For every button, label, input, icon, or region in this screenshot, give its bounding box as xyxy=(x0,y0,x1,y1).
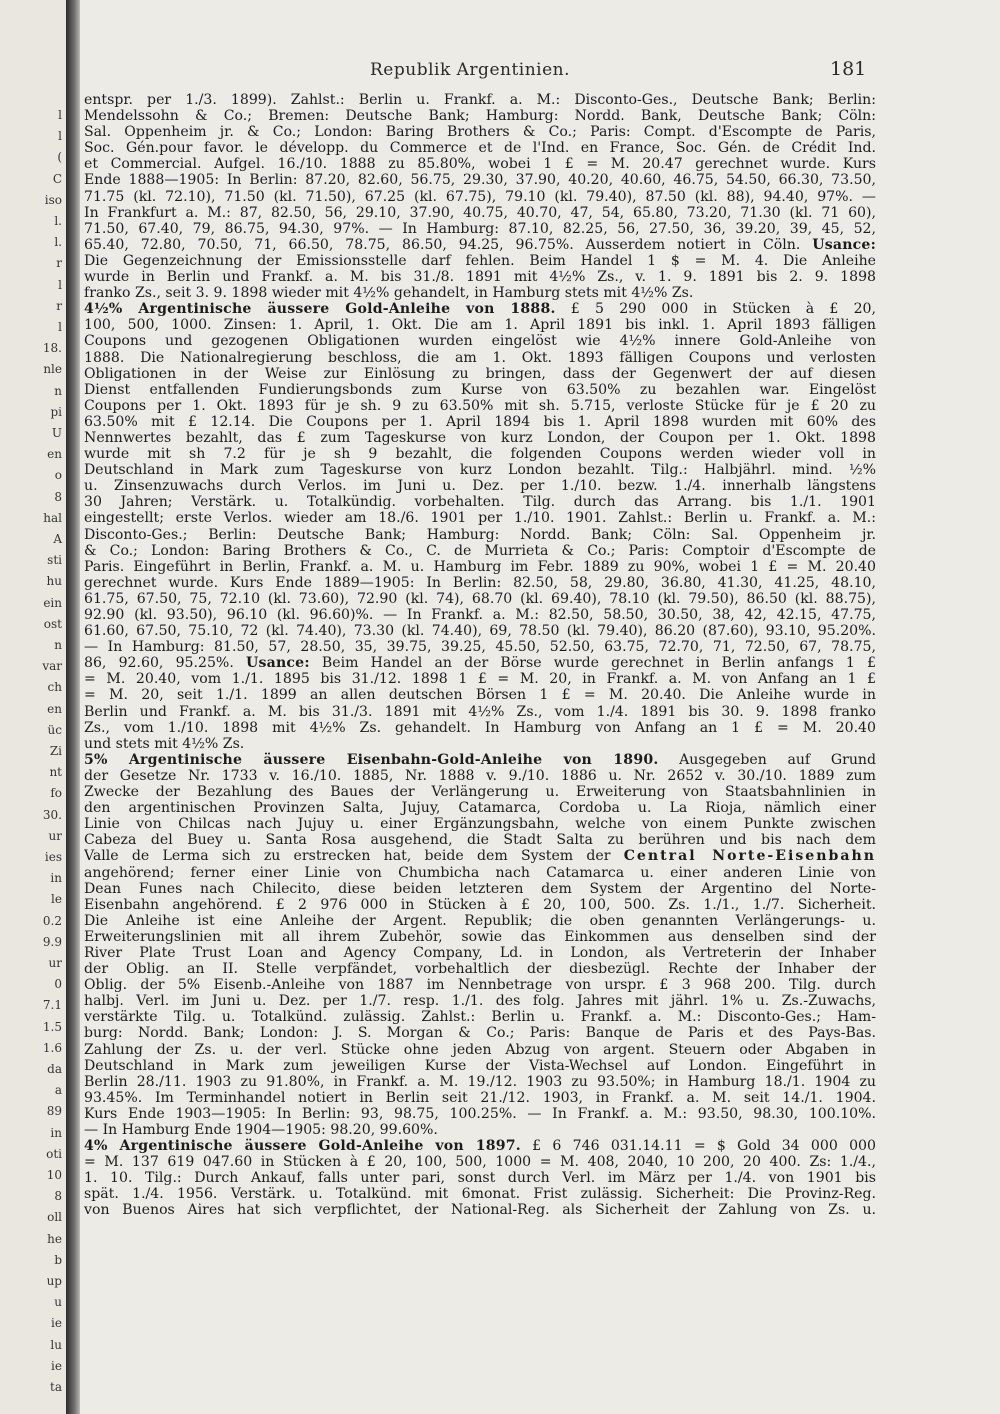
text-run: & Co.; London: Baring Brothers & Co., C. de Murrieta & Co.; Paris: Comptoir d'Escompte de xyxy=(84,542,876,559)
prev-page-fragment: pi xyxy=(50,404,62,419)
text-run: £ 5 290 000 in Stücken à £ 20, xyxy=(555,301,876,318)
text-run: 65.40, 72.80, 70.50, 71, 66.50, 78.75, 86.50, 94.25, 96.75%. Ausserdem notiert in Cöln. xyxy=(84,236,813,253)
text-line xyxy=(84,301,876,317)
text-run: Linie von Chilcas nach Jujuy u. einer Ergänzungsbahn, welche von einem Punkte zwischen xyxy=(84,816,876,833)
text-run-bold: Central Norte-Eisenbahn xyxy=(623,848,876,865)
text-line xyxy=(84,671,876,687)
prev-page-fragment: 10 xyxy=(46,1168,62,1182)
text-run: eingestellt; erste Verlos. wieder am 18./6. 1901 per 1./10. 1901. Zahlst.: Berlin u. Frankf. a. M.: xyxy=(84,510,876,527)
text-run-bold: 4% Argentinische äussere Gold-Anleihe von 1897. xyxy=(84,1138,521,1155)
text-line xyxy=(84,945,876,961)
text-line xyxy=(84,205,876,221)
text-line xyxy=(84,140,876,156)
text-line xyxy=(84,430,876,446)
text-run-bold: Usance: xyxy=(245,655,310,672)
text-run: = M. 20, seit 1./1. 1899 an allen deutschen Börsen 1 £ = M. 20.40. Die Anleihe wurde in xyxy=(84,687,876,704)
text-line xyxy=(84,1170,876,1186)
prev-page-fragment: ur xyxy=(48,956,62,970)
text-run-bold: 5% Argentinische äussere Eisenbahn-Gold-Anleihe von 1890. xyxy=(84,751,659,768)
prev-page-fragment: ie xyxy=(51,1316,62,1331)
text-run: — In Hamburg: 81.50, 57, 28.50, 35, 39.75, 39.25, 45.50, 52.50, 63.75, 72.70, 71, 72.50, 67, 78.75, xyxy=(84,639,876,656)
text-run: Beim Handel an der Börse wurde gerechnet in Berlin anfangs 1 £ xyxy=(309,655,876,672)
text-line xyxy=(84,124,876,140)
prev-page-fragment: r xyxy=(56,256,62,271)
text-run: 63.50% mit £ 12.14. Die Coupons per 1. April 1894 bis 1. April 1898 wurden mit 60% des xyxy=(84,413,876,430)
text-line xyxy=(84,1042,876,1058)
text-line xyxy=(84,639,876,655)
prev-page-fragment: le xyxy=(51,892,62,907)
prev-page-fragment: in xyxy=(50,1125,62,1140)
prev-page-fragment: da xyxy=(47,1062,62,1076)
text-run: Erweiterungslinien mit all ihrem Zubehör, sowie das Einkommen aus denselben sind der xyxy=(84,928,876,945)
text-line xyxy=(84,253,876,269)
prev-page-fragment: ein xyxy=(43,595,62,610)
text-line xyxy=(84,366,876,382)
text-line xyxy=(84,687,876,703)
prev-page-fragment: ie xyxy=(51,1358,62,1373)
text-line xyxy=(84,607,876,623)
prev-page-fragment: oll xyxy=(47,1210,62,1225)
text-run: Soc. Gén.pour favor. le développ. du Commerce et de l'Ind. en France, Soc. Gén. de Crédit Ind. xyxy=(84,140,876,157)
prev-page-fragment: ost xyxy=(43,616,62,631)
text-run: 100, 500, 1000. Zinsen: 1. April, 1. Okt. Die am 1. April 1891 bis inkl. 1. April 1893 fälligen xyxy=(84,317,876,334)
text-line xyxy=(84,269,876,285)
text-run: verstärkte Tilg. u. Totalkünd. zulässig. Zahlst.: Berlin u. Frankf. a. M.: Disconto-Ges.; Ham- xyxy=(84,1009,876,1026)
prev-page-fragment: hal xyxy=(43,510,62,525)
prev-page-fragment: 30. xyxy=(42,807,62,822)
text-run: Ausgegeben auf Grund xyxy=(658,751,876,768)
text-run-bold: 4½% Argentinische äussere Gold-Anleihe von 1888. xyxy=(84,301,556,318)
text-line xyxy=(84,591,876,607)
prev-page-fragment: A xyxy=(53,532,62,546)
text-line xyxy=(84,1106,876,1122)
text-line xyxy=(84,1025,876,1041)
text-run: Zs., vom 1./10. 1898 mit 4½% Zs. gehandelt. In Hamburg von Anfang an 1 £ = M. 20.40 xyxy=(84,719,876,736)
text-run: Disconto-Ges.; Berlin: Deutsche Bank; Hamburg: Nordd. Bank; Cöln: Sal. Oppenheim jr. xyxy=(84,526,876,543)
book-page xyxy=(80,0,1000,1414)
text-line xyxy=(84,736,876,752)
text-run: Cabeza del Buey u. Santa Rosa ausgehend, die Stadt Salta zu berühren und bis nach dem xyxy=(84,832,876,849)
prev-page-fragment: l. xyxy=(54,235,62,250)
previous-page-edge xyxy=(0,0,66,1414)
text-run: Valle de Lerma sich zu erstrecken hat, beide dem System der xyxy=(84,848,624,865)
text-run: der Oblig. an II. Stelle verpfändet, vorbehaltlich der diesbezügl. Rechte der Inhaber der xyxy=(84,961,876,978)
prev-page-fragment: Zi xyxy=(49,744,62,758)
text-line xyxy=(84,478,876,494)
text-run: u. Zinsenzuwachs durch Verlos. im Juni u. Dez. per 1./10. bezw. 1./4. innerhalb längstens xyxy=(84,478,876,495)
prev-page-fragment: lu xyxy=(50,1337,62,1352)
text-run: Sal. Oppenheim jr. & Co.; London: Baring Brothers & Co.; Paris: Compt. d'Escompte de Paris, xyxy=(84,124,876,141)
prev-page-fragment: en xyxy=(47,447,62,462)
text-line xyxy=(84,1074,876,1090)
text-run: Dienst entfallenden Fundierungsbonds zum Kurse von 63.50% zu bezahlen war. Eingelöst xyxy=(84,381,876,398)
text-line xyxy=(84,285,876,301)
text-run: halbj. Verl. im Juni u. Dez. per 1./7. resp. 1./1. des folg. Jahres mit jährl. 1% u. Zs.-Zuwachs, xyxy=(84,993,876,1010)
text-run: und stets mit 4½% Zs. xyxy=(84,735,245,752)
text-line xyxy=(84,156,876,172)
prev-page-fragment: in xyxy=(50,871,62,886)
text-run: £ 6 746 031.14.11 = $ Gold 34 000 000 xyxy=(520,1138,876,1155)
text-line xyxy=(84,1090,876,1106)
text-line xyxy=(84,768,876,784)
text-run: Deutschland in Mark zum Tageskurse von kurz London bezahlt. Tilg.: Halbjährl. mind. ½% xyxy=(84,462,876,479)
text-line xyxy=(84,510,876,526)
prev-page-fragment: r xyxy=(56,298,62,313)
text-run: 92.90 (kl. 93.50), 96.10 (kl. 96.60)%. — In Frankf. a. M.: 82.50, 58.50, 30.50, 38, 42, 42.15, 47.75, xyxy=(84,607,876,623)
text-line xyxy=(84,189,876,205)
prev-page-fragment: var xyxy=(42,659,62,674)
text-run: 1888. Die Nationalregierung beschloss, die am 1. Okt. 1893 fälligen Coupons und verlosten xyxy=(84,349,876,366)
text-run: 61.75, 67.50, 75, 72.10 (kl. 73.60), 72.90 (kl. 74), 68.70 (kl. 69.40), 78.10 (kl. 79.50), 86.50 (kl. 88.75), xyxy=(84,590,876,607)
text-line xyxy=(84,1202,876,1218)
text-run: Zwecke der Bezahlung des Baues der Verlängerung u. Erweiterung von Staatsbahnlinien in xyxy=(84,784,876,801)
text-line xyxy=(84,784,876,800)
text-line xyxy=(84,720,876,736)
prev-page-fragment: n xyxy=(54,638,62,652)
prev-page-fragment: l xyxy=(58,108,62,122)
prev-page-fragment: 0 xyxy=(54,977,62,992)
prev-page-fragment: U xyxy=(51,426,62,440)
text-run: et Commercial. Aufgel. 16./10. 1888 zu 85.80%, wobei 1 £ = M. 20.47 gerechnet wurde. Kurs xyxy=(84,156,876,173)
text-run: 61.60, 67.50, 75.10, 72 (kl. 74.40), 73.30 (kl. 74.40), 69, 78.50 (kl. 79.40), 86.20 (87.60), 93.10, 95.20%. xyxy=(84,623,876,640)
text-run: Mendelssohn & Co.; Bremen: Deutsche Bank; Hamburg: Nordd. Bank, Deutsche Bank; Cöln: xyxy=(84,108,876,125)
text-run: Paris. Eingeführt in Berlin, Frankf. a. M. u. Hamburg im Febr. 1889 zu 90%, wobei 1 £ = M. 20.40 xyxy=(84,558,876,575)
prev-page-fragment: 0.2 xyxy=(42,913,62,928)
page-number: 181 xyxy=(830,58,867,80)
text-line xyxy=(84,929,876,945)
text-line xyxy=(84,1138,876,1154)
text-run: den argentinischen Provinzen Salta, Jujuy, Catamarca, Cordoba u. La Rioja, nämlich einer xyxy=(84,800,876,817)
text-run: von Buenos Aires hat sich verpflichtet, der National-Reg. als Sicherheit der Zahlung von Zs. u. xyxy=(84,1202,876,1219)
text-line xyxy=(84,913,876,929)
prev-page-fragment: hu xyxy=(46,574,62,589)
text-run: = M. 137 619 047.60 in Stücken à £ 20, 100, 500, 1000 = M. 408, 2040, 10 200, 20 400. Zs: 1./4., xyxy=(84,1154,876,1171)
text-line xyxy=(84,172,876,188)
prev-page-fragment: iso xyxy=(44,192,62,207)
prev-page-fragment: 8 xyxy=(54,1189,62,1204)
text-line xyxy=(84,752,876,768)
text-line xyxy=(84,865,876,881)
prev-page-fragment: l xyxy=(58,277,62,292)
prev-page-fragment: l. xyxy=(54,214,62,228)
book-gutter xyxy=(66,0,80,1414)
prev-page-fragment: nt xyxy=(49,765,62,780)
text-line xyxy=(84,462,876,478)
text-run: Dean Funes nach Chilecito, diese beiden letzteren dem System der Argentino del Norte- xyxy=(84,880,876,897)
prev-page-fragment: 7.1 xyxy=(42,998,62,1013)
text-line xyxy=(84,317,876,333)
prev-page-fragment: 9.9 xyxy=(42,934,62,949)
text-run: Ende 1888—1905: In Berlin: 87.20, 82.60, 56.75, 29.30, 37.90, 40.20, 40.60, 46.75, 54.50, 66.30, 73.50, xyxy=(84,172,876,189)
prev-page-fragment: ies xyxy=(44,850,62,864)
prev-page-fragment: l xyxy=(58,320,62,334)
text-line xyxy=(84,897,876,913)
text-line xyxy=(84,623,876,639)
text-run: 93.45%. Im Terminhandel notiert in Berlin seit 21./12. 1903, in Frankf. a. M. seit 14./1. 1904. xyxy=(84,1089,876,1106)
text-run: Deutschland in Mark zum jeweiligen Kurse der Vista-Wechsel auf London. Eingeführt in xyxy=(84,1057,876,1074)
text-run: Obligationen in der Weise zur Einlösung zu bringen, dass der Gegenwert der auf diesen xyxy=(84,365,876,382)
text-run: der Gesetze Nr. 1733 v. 16./10. 1885, Nr. 1888 v. 9./10. 1886 u. Nr. 2652 v. 30./10. 1889 zum xyxy=(84,767,876,784)
text-line xyxy=(84,977,876,993)
prev-page-fragment: up xyxy=(46,1274,62,1288)
prev-page-fragment: fo xyxy=(50,786,62,801)
running-head: Republik Argentinien. xyxy=(370,60,571,80)
prev-page-fragment: C xyxy=(52,171,62,186)
body-text xyxy=(84,92,876,1219)
prev-page-fragment: b xyxy=(54,1252,62,1267)
text-line xyxy=(84,1009,876,1025)
text-line xyxy=(84,494,876,510)
text-run: franko Zs., seit 3. 9. 1898 wieder mit 4½% gehandelt, in Hamburg stets mit 4½% Zs. xyxy=(84,285,694,302)
text-line xyxy=(84,848,876,864)
text-run: 1. 10. Tilg.: Durch Ankauf, falls unter pari, sonst durch Verl. im März per 1./4. von 1901 bis xyxy=(84,1170,876,1187)
text-run: wurde in Berlin und Frankf. a. M. bis 31./8. 1891 mit 4½% Zs., v. 1. 9. 1891 bis 2. 9. 1898 xyxy=(84,269,876,286)
prev-page-fragment: u xyxy=(54,1295,62,1310)
text-line xyxy=(84,1186,876,1202)
text-line xyxy=(84,1154,876,1170)
text-run: Berlin und Frankf. a. M. bis 31./3. 1891 mit 4½% Zs., vom 1./4. 1891 bis 30. 9. 1898 franko xyxy=(84,703,876,720)
text-run: = M. 20.40, vom 1./1. 1895 bis 31./12. 1898 1 £ = M. 20, in Frankf. a. M. von Anfang an 1 £ xyxy=(84,671,876,688)
prev-page-fragment: ch xyxy=(47,680,62,695)
prev-page-fragment: oti xyxy=(46,1146,62,1161)
text-line xyxy=(84,832,876,848)
text-run: wurde mit sh 7.2 für je sh 9 bezahlt, die folgenden Coupons werden wieder voll in xyxy=(84,446,876,463)
text-line xyxy=(84,527,876,543)
text-line xyxy=(84,816,876,832)
prev-page-fragment: 8 xyxy=(54,489,62,504)
text-run: Die Anleihe ist eine Anleihe der Argent. Republik; die oben genannten Verlängerungs- u. xyxy=(84,912,876,929)
text-line xyxy=(84,704,876,720)
text-line xyxy=(84,92,876,108)
text-line xyxy=(84,881,876,897)
prev-page-fragment: l xyxy=(58,129,62,144)
text-run: gerechnet wurde. Kurs Ende 1889—1905: In Berlin: 82.50, 58, 29.80, 36.80, 41.30, 41.25, 48.10, xyxy=(84,574,876,591)
text-run: Zahlung der Zs. u. der verl. Stücke ohne jeden Abzug von argent. Steuern oder Abgaben in xyxy=(84,1041,876,1058)
text-line xyxy=(84,221,876,237)
prev-page-fragment: en xyxy=(47,701,62,716)
text-line xyxy=(84,237,876,253)
text-line xyxy=(84,1058,876,1074)
text-line xyxy=(84,655,876,671)
text-run: Kurs Ende 1903—1905: In Berlin: 93, 98.75, 100.25%. — In Frankf. a. M.: 93.50, 98.30, 100.10%. xyxy=(84,1105,876,1122)
text-line xyxy=(84,543,876,559)
text-line xyxy=(84,382,876,398)
text-run: angehörend; ferner einer Linie von Chumbicha nach Catamarca u. einer anderen Linie von xyxy=(84,864,876,881)
text-line xyxy=(84,414,876,430)
prev-page-fragment: 89 xyxy=(46,1104,62,1119)
text-run: Coupons per 1. Okt. 1893 für je sh. 9 zu 63.50% mit sh. 5.715, verloste Stücke für je £ 20 zu xyxy=(84,397,876,414)
text-run-bold: Usance: xyxy=(812,236,876,253)
text-line xyxy=(84,446,876,462)
text-run: River Plate Trust Loan and Agency Company, Ld. in London, als Vertreterin der Inhaber xyxy=(84,944,876,961)
prev-page-fragment: a xyxy=(54,1083,62,1098)
prev-page-fragment: 18. xyxy=(42,341,62,356)
text-line xyxy=(84,1122,876,1138)
prev-page-fragment: nle xyxy=(43,362,62,377)
text-run: 86, 92.60, 95.25%. xyxy=(84,655,246,672)
prev-page-fragment: he xyxy=(47,1231,62,1246)
text-run: — In Hamburg Ende 1904—1905: 98.20, 99.60%. xyxy=(84,1122,438,1138)
prev-page-fragment: ( xyxy=(57,150,62,165)
text-run: 30 Jahren; Verstärk. u. Totalkündig. vorbehalten. Tilg. durch das Arrang. bis 1./1. 1901 xyxy=(84,494,876,511)
text-line xyxy=(84,800,876,816)
prev-page-fragment: ta xyxy=(50,1380,62,1394)
text-line xyxy=(84,333,876,349)
text-run: 71.50, 67.40, 79, 86.75, 94.30, 97%. — In Hamburg: 87.10, 82.25, 56, 27.50, 36, 39.20, 39, 45, 52, xyxy=(84,220,876,237)
text-run: Nennwertes bezahlt, das £ zum Tageskurse von kurz London, der Coupon per 1. Okt. 1898 xyxy=(84,429,876,446)
text-line xyxy=(84,398,876,414)
text-run: Coupons und gezogenen Obligationen wurden eingelöst wie 4½% innere Gold-Anleihe von xyxy=(84,333,876,350)
text-line xyxy=(84,350,876,366)
text-run: entspr. per 1./3. 1899). Zahlst.: Berlin u. Frankf. a. M.: Disconto-Ges., Deutsche Bank; Berlin: xyxy=(84,92,876,108)
text-run: Berlin 28./11. 1903 zu 91.80%, in Frankf. a. M. 19./12. 1903 zu 93.50%; in Hamburg 18./1. 1904 zu xyxy=(84,1073,876,1090)
text-line xyxy=(84,108,876,124)
prev-page-fragment: ur xyxy=(48,828,62,843)
text-run: 71.75 (kl. 72.10), 71.50 (kl. 71.50), 67.25 (kl. 67.75), 79.10 (kl. 79.40), 87.50 (kl. 88), 94.40, 97%. — xyxy=(84,188,876,205)
text-line xyxy=(84,961,876,977)
text-run: burg: Nordd. Bank; London: J. S. Morgan & Co.; Paris: Banque de Paris et des Pays-Bas. xyxy=(84,1025,876,1042)
prev-page-fragment: o xyxy=(54,468,62,483)
prev-page-fragment: n xyxy=(54,383,62,398)
prev-page-fragment: sti xyxy=(47,553,62,568)
text-run: Eisenbahn angehörend. £ 2 976 000 in Stücken à £ 20, 100, 500. Zs. 1./1., 1./7. Sicherheit. xyxy=(84,896,876,913)
text-line xyxy=(84,559,876,575)
text-run: spät. 1./4. 1956. Verstärk. u. Totalkünd. mit 6monat. Frist zulässig. Sicherheit: Die Provinz-Reg. xyxy=(84,1186,876,1203)
prev-page-fragment: 1.6 xyxy=(42,1040,62,1055)
text-line xyxy=(84,575,876,591)
text-run: In Frankfurt a. M.: 87, 82.50, 56, 29.10, 37.90, 40.75, 40.70, 47, 54, 65.80, 73.20, 71.30 (kl. 71 60), xyxy=(84,204,876,221)
prev-page-fragment: üc xyxy=(47,722,62,737)
prev-page-fragment: 1.5 xyxy=(42,1019,62,1034)
text-run: Oblig. der 5% Eisenb.-Anleihe von 1887 im Nennbetrage von urspr. £ 3 968 200. Tilg. durch xyxy=(84,977,876,994)
text-line xyxy=(84,993,876,1009)
text-run: Die Gegenzeichnung der Emissionsstelle darf fehlen. Beim Handel 1 $ = M. 4. Die Anleihe xyxy=(84,252,876,269)
